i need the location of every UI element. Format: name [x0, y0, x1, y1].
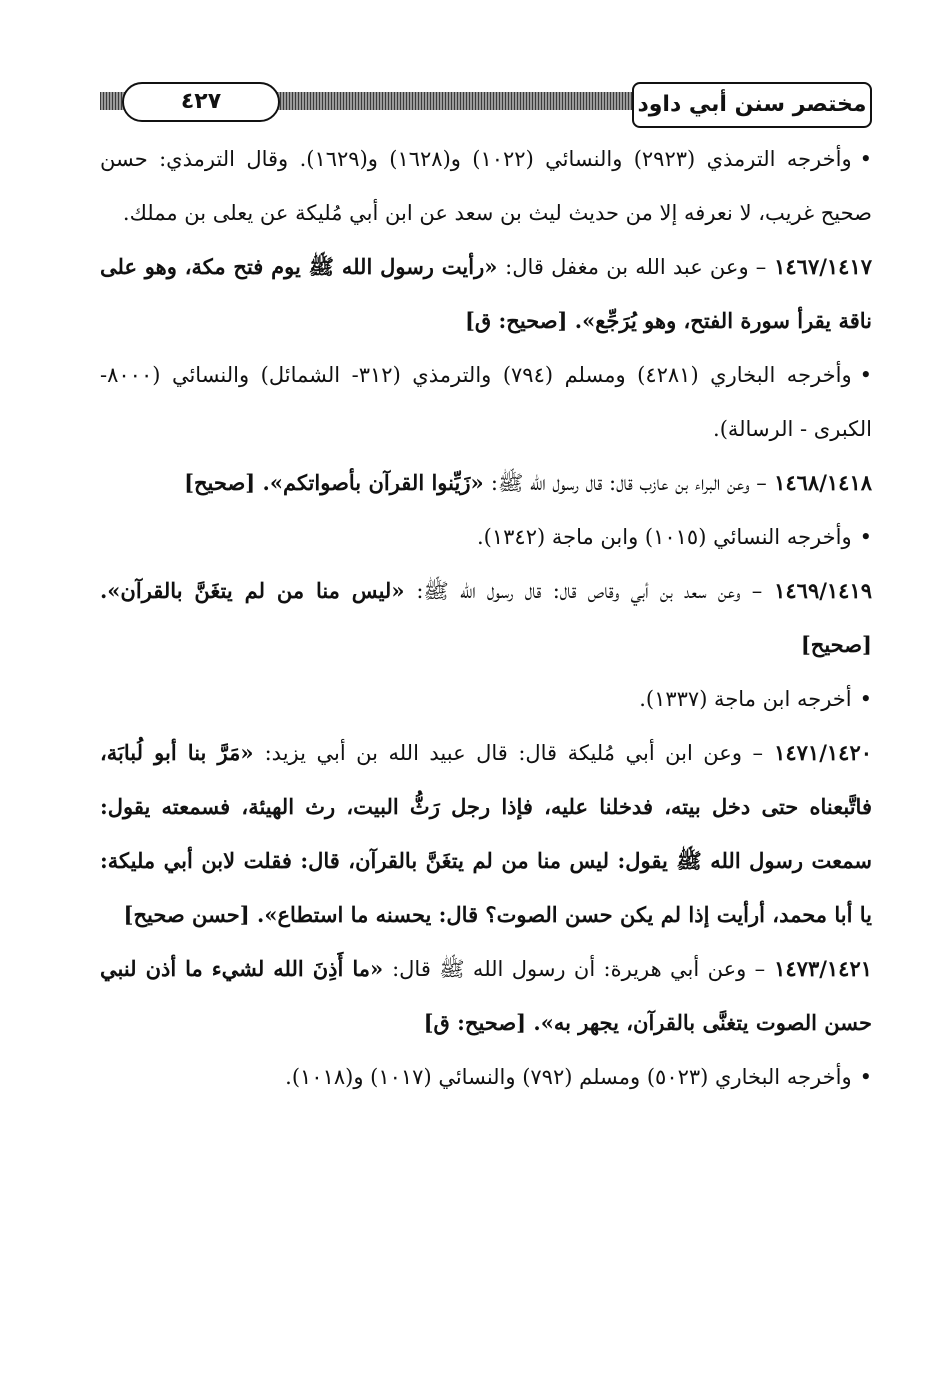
takhrij-paragraph — [100, 132, 872, 240]
hadith-paragraph — [100, 726, 872, 942]
bullet-icon: • — [859, 363, 872, 387]
bullet-icon: • — [859, 147, 872, 171]
hadith-number: ١٤٦٨/١٤١٨ — [774, 470, 872, 495]
hadith-number: ١٤٦٧/١٤١٧ — [774, 254, 873, 279]
hadith-intro: – وعن عبد الله بن مغفل قال: — [505, 255, 767, 279]
hadith-paragraph — [100, 564, 872, 672]
bullet-icon: • — [859, 687, 872, 711]
hadith-paragraph — [100, 240, 872, 348]
hadith-text: «زَيِّنوا القرآن بأصواتكم». [صحيح] — [184, 470, 484, 495]
takhrij-text: أخرجه ابن ماجة (١٣٣٧). — [639, 687, 852, 711]
takhrij-paragraph — [100, 1050, 872, 1104]
takhrij-text: وأخرجه الترمذي (٢٩٢٣) والنسائي (١٠٢٢) و(١٦٢٨) و(١٦٢٩). وقال الترمذي: حسن صحيح غريب، لا نعرفه إلا من حديث ليث بن سعد عن ابن أبي مُليكة عن يعلى بن مملك. — [100, 147, 872, 225]
page-body — [100, 132, 872, 1104]
hadith-intro: – وعن ابن أبي مُليكة قال: قال عبيد الله بن أبي يزيد: — [264, 741, 763, 765]
hadith-text: «ليس منا من لم يتغَنَّ بالقرآن». [صحيح] — [100, 578, 872, 657]
hadith-intro: – وعن سعد بن أبي وقاص قال: قال رسول الله ﷺ: — [416, 579, 763, 603]
hadith-text: «رأيت رسول الله ﷺ يوم فتح مكة، وهو على ناقة يقرأ سورة الفتح، وهو يُرَجِّع». [صحيح: ق] — [100, 254, 872, 333]
hadith-text: «ما أَذِنَ الله لشيء ما أذن لنبي حسن الصوت يتغنَّى بالقرآن، يجهر به». [صحيح: ق] — [100, 956, 872, 1035]
takhrij-text: وأخرجه البخاري (٤٢٨١) ومسلم (٧٩٤) والترمذي (٣١٢- الشمائل) والنسائي (٨٠٠٠- الكبرى - الرسالة). — [100, 363, 872, 441]
page-number: ٤٢٧ — [122, 82, 280, 122]
bullet-icon: • — [859, 525, 872, 549]
hadith-intro: – وعن أبي هريرة: أن رسول الله ﷺ قال: — [392, 957, 766, 981]
hadith-paragraph — [100, 942, 872, 1050]
hadith-paragraph — [100, 456, 872, 510]
takhrij-text: وأخرجه النسائي (١٠١٥) وابن ماجة (١٣٤٢). — [476, 525, 852, 549]
hadith-intro: – وعن البراء بن عازب قال: قال رسول الله ﷺ: — [490, 471, 767, 495]
takhrij-paragraph — [100, 510, 872, 564]
takhrij-paragraph — [100, 348, 872, 456]
takhrij-text: وأخرجه البخاري (٥٠٢٣) ومسلم (٧٩٢) والنسائي (١٠١٧) و(١٠١٨). — [285, 1065, 852, 1089]
book-title: مختصر سنن أبي داود — [632, 82, 872, 128]
hadith-number: ١٤٧١/١٤٢٠ — [774, 740, 872, 765]
hadith-number: ١٤٦٩/١٤١٩ — [774, 578, 873, 603]
hadith-text: «مَرَّ بنا أبو لُبابَة، فاتَّبعناه حتى دخل بيته، فدخلنا عليه، فإذا رجل رَثُّ البيت، رث الهيئة، فسمعته يقول: سمعت رسول الله ﷺ يقول: ليس منا من لم يتغَنَّ بالقرآن، قال: فقلت لابن أبي مليكة: يا أبا محمد، أرأيت إذا لم يكن حسن الصوت؟ قال: يحسنه ما استطاع». [حسن صحيح] — [100, 740, 872, 927]
hadith-number: ١٤٧٣/١٤٢١ — [774, 956, 873, 981]
takhrij-paragraph — [100, 672, 872, 726]
page-header — [100, 82, 872, 128]
bullet-icon: • — [859, 1065, 872, 1089]
